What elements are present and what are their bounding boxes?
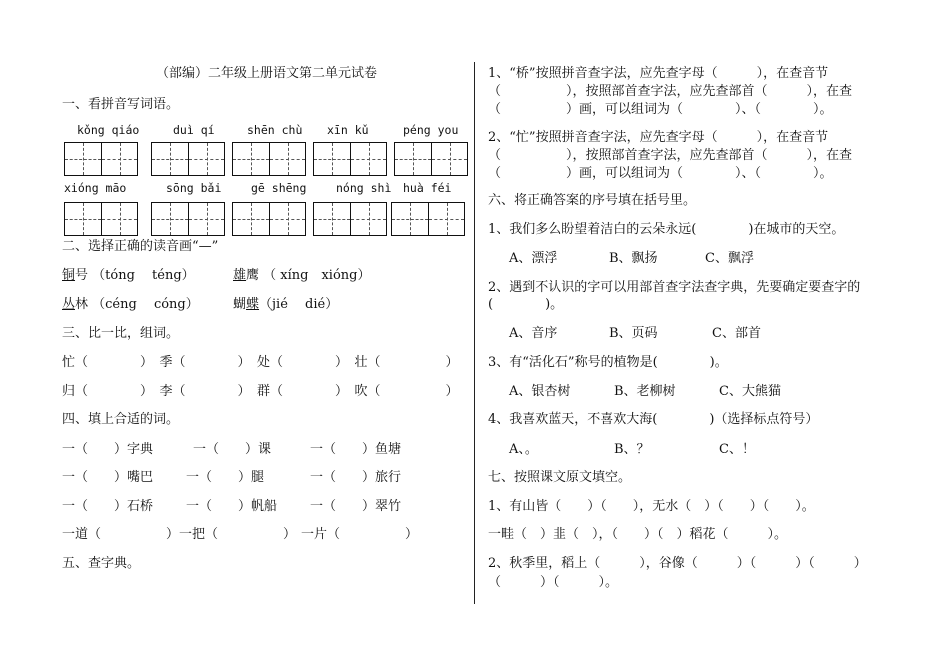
dictionary-question-line: （ ）画，可以组词为（ ）、（ ）。 <box>488 166 833 181</box>
measure-word-item: 一（ ）字典 <box>62 442 154 457</box>
measure-word-item: 一（ ）鱼塘 <box>310 442 402 457</box>
choice-question: 3、有“活化石”称号的植物是( )。 <box>488 355 728 370</box>
recitation-line: 2、秋季里，稻上（ ），谷像（ ）（ ）（ ） <box>488 556 867 571</box>
pinyin-2-5: huà féi <box>403 181 452 195</box>
pronunciation-options: 号 （tóng téng） <box>75 268 195 283</box>
writing-grid[interactable] <box>391 202 465 236</box>
section-3-heading: 三、比一比，组词。 <box>62 326 180 341</box>
pinyin-1-5: péng you <box>403 123 459 137</box>
measure-word-item: 一片（ ） <box>301 527 419 542</box>
measure-word-item: 一道（ ） <box>62 527 180 542</box>
choice-option: A、。 <box>509 442 538 457</box>
dictionary-question-line: （ ），按照部首查字法，应先查部首（ ），在查 <box>488 148 853 163</box>
writing-grid[interactable] <box>394 142 468 176</box>
choice-option: C、！ <box>719 442 755 457</box>
pronunciation-item <box>62 297 199 313</box>
writing-grid[interactable] <box>232 142 306 176</box>
choice-option: C、大熊猫 <box>719 384 781 399</box>
pronunciation-item <box>62 268 195 284</box>
choice-option: B、？ <box>614 442 650 457</box>
choice-question: 4、我喜欢蓝天，不喜欢大海( )（选择标点符号） <box>488 412 819 427</box>
pinyin-1-2: duì qí <box>173 123 215 137</box>
choice-question: 2、遇到不认识的字可以用部首查字法查字典，先要确定要查字的 <box>488 280 861 295</box>
pronunciation-options: 鹰 （ xíng xióng） <box>246 268 371 283</box>
writing-grid[interactable] <box>64 142 138 176</box>
underlined-char: 雄 <box>233 268 247 283</box>
recitation-line: （ ）（ ）。 <box>488 575 619 590</box>
choice-option: C、部首 <box>712 326 761 341</box>
pinyin-1-3: shēn chù <box>247 123 303 137</box>
pinyin-2-3: gē shēng <box>251 181 307 195</box>
choice-option: A、银杏树 <box>509 384 571 399</box>
measure-word-item: 一（ ）嘴巴 <box>62 470 154 485</box>
pronunciation-options: 林 （céng cóng） <box>75 297 199 312</box>
choice-question: 1、我们多么盼望着洁白的云朵永远( )在城市的天空。 <box>488 222 845 237</box>
recitation-line: 1、有山皆（ ）（ ），无水（ ）（ ）（ ）。 <box>488 499 815 514</box>
writing-grid[interactable] <box>313 142 387 176</box>
section-7-heading: 七、按照课文原文填空。 <box>488 470 632 485</box>
measure-word-item: 一（ ）帆船 <box>186 499 278 514</box>
choice-question-cont: ( )。 <box>488 297 564 312</box>
underlined-char: 蝶 <box>246 297 260 312</box>
writing-grid[interactable] <box>151 142 225 176</box>
choice-option: A、音序 <box>509 326 558 341</box>
measure-word-item: 一（ ）翠竹 <box>310 499 402 514</box>
pinyin-1-4: xīn kǔ <box>327 123 369 137</box>
pinyin-2-4: nóng shì <box>336 181 392 195</box>
writing-grid[interactable] <box>232 202 306 236</box>
measure-word-item: 一（ ）课 <box>193 442 272 457</box>
dictionary-question-line: （ ），按照部首查字法，应先查部首（ ），在查 <box>488 84 853 99</box>
underlined-char: 丛 <box>62 297 76 312</box>
section-6-heading: 六、将正确答案的序号填在括号里。 <box>488 193 697 208</box>
writing-grid[interactable] <box>64 202 138 236</box>
measure-word-item: 一（ ）腿 <box>186 470 265 485</box>
compare-row: 归（ ） 李（ ） 群（ ） 吹（ ） <box>62 384 459 399</box>
choice-option: B、页码 <box>609 326 658 341</box>
choice-option: C、飘浮 <box>705 251 754 266</box>
pronunciation-item <box>233 268 370 284</box>
recitation-line: 一畦（ ）韭（ ），（ ）（ ）稻花（ ）。 <box>488 527 788 542</box>
dictionary-question-line: 1、“桥”按照拼音查字法，应先查字母（ ），在查音节 <box>488 66 829 81</box>
pronunciation-item <box>233 297 338 313</box>
pinyin-2-2: sōng bǎi <box>166 181 222 195</box>
pinyin-1-1: kǒng qiáo <box>77 123 140 137</box>
choice-option: A、漂浮 <box>509 251 558 266</box>
page-title: （部编）二年级上册语文第二单元试卷 <box>156 66 378 81</box>
underlined-char: 铜 <box>62 268 76 283</box>
choice-option: B、老柳树 <box>614 384 676 399</box>
choice-option: B、飘扬 <box>609 251 658 266</box>
section-2-heading: 二、选择正确的读音画“—” <box>62 239 219 254</box>
section-5-heading: 五、查字典。 <box>62 556 141 571</box>
plain-char: 蝴 <box>233 297 247 312</box>
dictionary-question-line: （ ）画，可以组词为（ ）、（ ）。 <box>488 102 833 117</box>
section-4-heading: 四、填上合适的词。 <box>62 412 180 427</box>
writing-grid[interactable] <box>313 202 387 236</box>
measure-word-item: 一（ ）旅行 <box>310 470 402 485</box>
dictionary-question-line: 2、“忙”按照拼音查字法，应先查字母（ ），在查音节 <box>488 130 829 145</box>
column-divider <box>474 62 475 604</box>
pronunciation-options: （jié dié） <box>259 297 339 312</box>
section-1-heading: 一、看拼音写词语。 <box>62 97 180 112</box>
measure-word-item: 一把（ ） <box>179 527 297 542</box>
measure-word-item: 一（ ）石桥 <box>62 499 154 514</box>
writing-grid[interactable] <box>151 202 225 236</box>
compare-row: 忙（ ） 季（ ） 处（ ） 壮（ ） <box>62 355 459 370</box>
pinyin-2-1: xióng māo <box>64 181 127 195</box>
